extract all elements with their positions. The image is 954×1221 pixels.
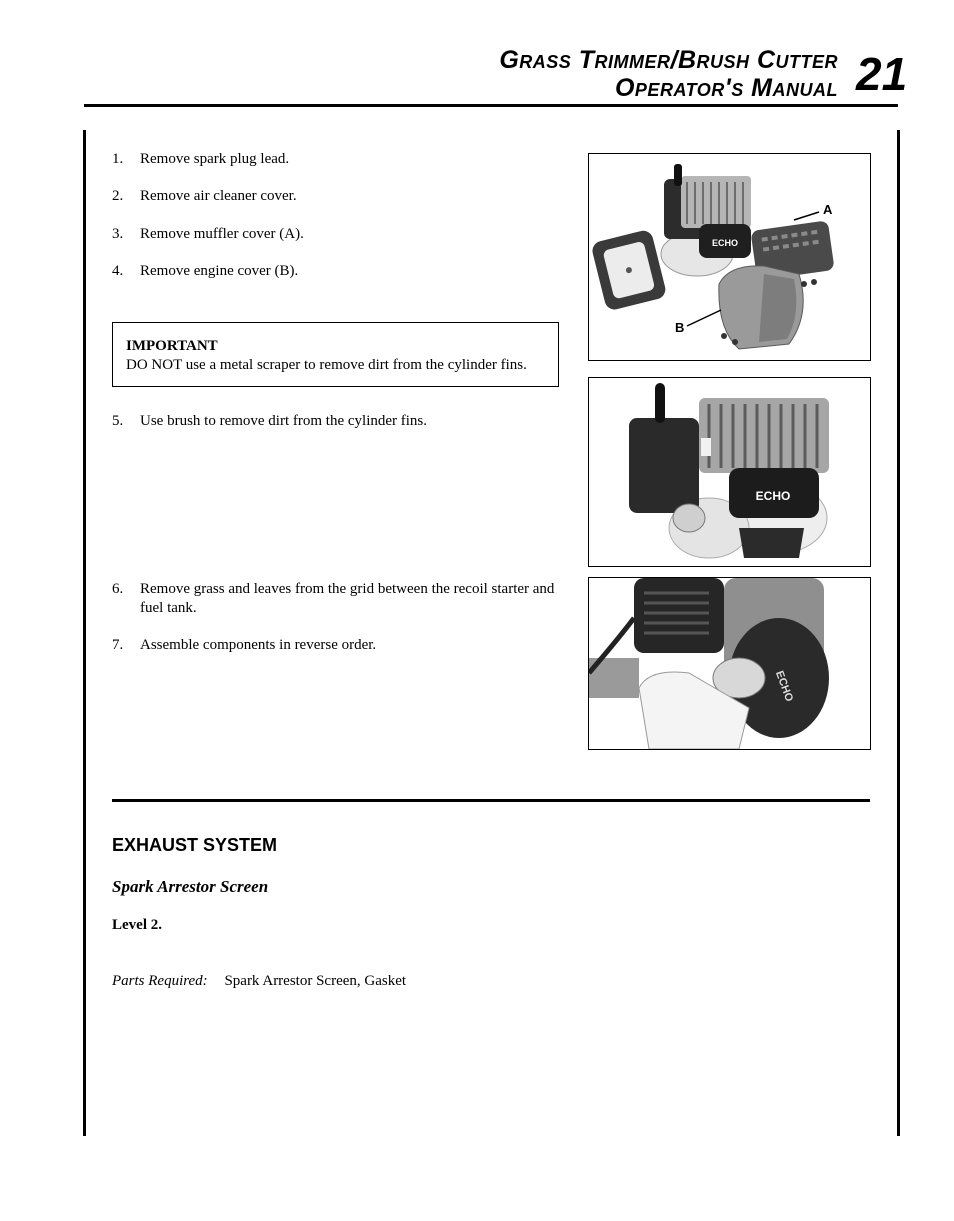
subsection-title: Spark Arrestor Screen — [112, 877, 269, 896]
engine-brand-text: ECHO — [772, 669, 796, 704]
step-number: 4. — [112, 263, 124, 279]
step-text: Assemble components in reverse order. — [140, 637, 377, 653]
step-number: 2. — [112, 188, 124, 204]
step-number: 1. — [112, 151, 124, 167]
step-number: 6. — [112, 581, 124, 597]
parts-required-label: Parts Required: — [112, 973, 208, 989]
step-text: Remove engine cover (B). — [140, 263, 299, 279]
left-margin-bar — [83, 130, 86, 1136]
manual-title — [338, 46, 838, 102]
step-number: 3. — [112, 226, 124, 242]
callout-label-b: B — [675, 320, 685, 335]
step-6 — [112, 580, 557, 618]
recoil-grid-illustration — [589, 578, 870, 749]
step-text: Remove spark plug lead. — [140, 151, 290, 167]
important-notice — [112, 322, 559, 387]
section-rule — [112, 799, 870, 802]
step-text: Remove muffler cover (A). — [140, 226, 304, 242]
important-heading: IMPORTANT — [126, 338, 218, 354]
manual-title-line1: Grass Trimmer/Brush Cutter — [499, 46, 838, 74]
section-title: EXHAUST SYSTEM — [112, 835, 278, 855]
engine-brand-text: ECHO — [711, 238, 739, 248]
step-1 — [112, 150, 562, 169]
parts-required-value: Spark Arrestor Screen, Gasket — [224, 973, 407, 989]
right-margin-bar — [897, 130, 900, 1136]
header-rule — [84, 104, 898, 107]
step-7 — [112, 636, 562, 655]
figure-recoil-grid — [588, 577, 871, 750]
engine-cylinder-illustration — [589, 378, 870, 566]
step-3 — [112, 225, 562, 244]
step-2 — [112, 187, 562, 206]
step-text: Remove grass and leaves from the grid between the recoil starter and fuel tank. — [140, 581, 555, 616]
step-4 — [112, 262, 562, 281]
step-text: Remove air cleaner cover. — [140, 188, 297, 204]
service-level: Level 2. — [112, 917, 162, 933]
manual-title-line2: Operator's Manual — [614, 74, 838, 102]
engine-brand-text: ECHO — [755, 489, 791, 503]
engine-exploded-illustration — [589, 154, 870, 360]
parts-required — [112, 973, 406, 990]
step-text: Use brush to remove dirt from the cylinder fins. — [140, 413, 428, 429]
step-number: 7. — [112, 637, 124, 653]
step-number: 5. — [112, 413, 124, 429]
step-5 — [112, 412, 562, 431]
figure-engine-disassembly — [588, 153, 871, 361]
page-number: 21 — [856, 48, 908, 100]
figure-cylinder-fins — [588, 377, 871, 567]
important-text: DO NOT use a metal scraper to remove dirt from the cylinder fins. — [126, 357, 527, 373]
callout-label-a: A — [823, 202, 833, 217]
